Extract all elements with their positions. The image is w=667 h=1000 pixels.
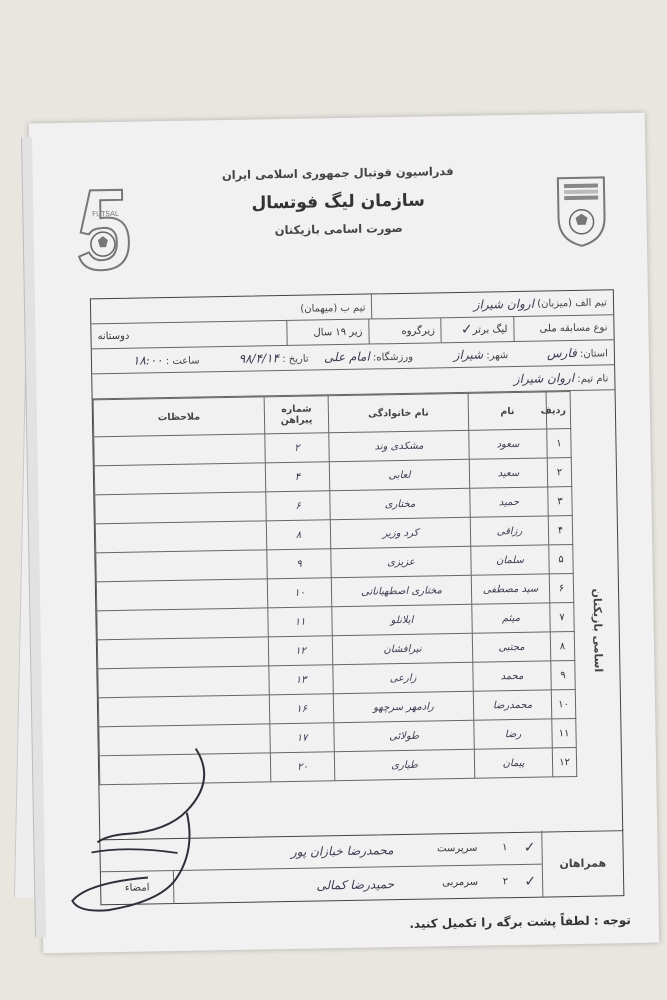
header-last-name: نام خانوادگی: [328, 393, 469, 432]
player-first-name: میثم: [472, 603, 550, 633]
companion-role: سرمربی: [442, 876, 479, 889]
player-shirt-number: ۹: [267, 549, 331, 579]
player-row-number: ۱: [547, 429, 572, 458]
companion-check-mark: ✓: [523, 839, 536, 856]
team-a-value: اروان شیراز: [473, 296, 535, 312]
players-section: [93, 390, 622, 785]
federation-title: فدراسیون فوتبال جمهوری اسلامی ایران: [221, 164, 454, 183]
player-shirt-number: ۱۳: [269, 665, 333, 695]
companion-name: محمدرضا خبازان پور: [290, 842, 394, 859]
premier-check-mark: ✓: [460, 321, 473, 338]
player-notes: [96, 550, 267, 582]
player-last-name: لعابی: [329, 459, 469, 490]
player-notes: [95, 521, 266, 553]
player-last-name: نیرافشان: [332, 633, 472, 664]
player-notes: [94, 434, 265, 466]
companion-check-mark: ✓: [524, 873, 537, 890]
player-notes: [94, 463, 265, 495]
team-b-label: تیم ب (میهمان): [300, 302, 366, 315]
player-last-name: مشکدی وند: [329, 430, 469, 461]
player-first-name: رزاقی: [470, 516, 548, 546]
player-row-number: ۸: [550, 631, 575, 660]
player-row-number: ۱۰: [551, 689, 576, 718]
player-notes: [97, 637, 268, 669]
players-body: [94, 429, 577, 785]
time-label: ساعت :: [165, 355, 200, 368]
companion-name: حمیدرضا کمالی: [316, 876, 395, 893]
league-logo-text: FUTSAL: [91, 209, 119, 219]
player-notes: [95, 492, 266, 524]
footnote: توجه : لطفاً پشت برگه را تکمیل کنید.: [409, 913, 631, 931]
player-row-number: ۵: [549, 545, 574, 574]
player-first-name: حمید: [470, 487, 548, 517]
player-first-name: محمدرضا: [473, 690, 551, 720]
player-row-number: ۷: [550, 603, 575, 632]
player-shirt-number: ۱۷: [270, 723, 334, 753]
date-label: تاریخ :: [282, 353, 309, 366]
player-row-number: ۹: [551, 660, 576, 689]
player-first-name: سعید: [469, 458, 547, 488]
province-value: فارس: [546, 345, 577, 361]
player-row-number: ۱۱: [552, 718, 577, 747]
signature-label: امضاء: [101, 871, 175, 905]
player-notes: [98, 666, 269, 698]
header-row-number: ردیف: [546, 392, 571, 429]
federation-emblem-icon: [554, 173, 609, 248]
player-row-number: ۲: [547, 458, 572, 487]
competition-type-label: نوع مسابقه: [559, 321, 608, 334]
futsal-league-logo-icon: [70, 180, 142, 277]
competition-national: ملی: [539, 322, 557, 335]
handwritten-signature: [66, 740, 229, 913]
organization-title: سازمان لیگ فوتسال: [251, 190, 426, 214]
player-last-name: مختاری اصطهباناتی: [331, 575, 471, 606]
team-name-value: اروان شیراز: [513, 370, 575, 387]
player-shirt-number: ۲: [265, 433, 329, 463]
competition-friendly: دوستانه: [97, 330, 130, 342]
player-shirt-number: ۴: [265, 462, 329, 492]
sheet-header: [29, 143, 648, 304]
player-notes: [97, 608, 268, 640]
competition-u19: زیر ۱۹ سال: [313, 326, 363, 339]
player-shirt-number: ۱۱: [268, 607, 332, 637]
date-value: ۹۸/۴/۱۴: [238, 351, 280, 366]
companion-role: سرپرست: [437, 842, 478, 855]
players-side-label: اسامی بازیکنان: [590, 588, 605, 673]
player-last-name: مختاری: [330, 488, 470, 519]
province-label: استان:: [579, 348, 609, 360]
competition-premier: لیگ برتر: [472, 323, 508, 336]
player-shirt-number: ۶: [266, 491, 330, 521]
companion-row-number: ۱: [502, 842, 508, 854]
city-value: شیراز: [453, 347, 484, 363]
player-shirt-number: ۱۶: [269, 694, 333, 724]
player-notes: [96, 579, 267, 611]
team-name-label: نام تیم:: [577, 373, 609, 385]
stadium-label: ورزشگاه:: [372, 351, 414, 364]
player-notes: [98, 695, 269, 727]
player-last-name: زارعی: [333, 662, 473, 693]
player-last-name: طیاری: [334, 749, 474, 780]
player-shirt-number: ۲۰: [270, 752, 334, 782]
time-value: ۱۸:۰۰: [132, 353, 163, 368]
pen-object: [0, 0, 667, 20]
roster-sheet: [29, 113, 659, 954]
player-first-name: رضا: [474, 719, 552, 749]
player-last-name: طولائی: [334, 720, 474, 751]
header-first-name: نام: [468, 392, 547, 430]
player-first-name: محمد: [473, 661, 551, 691]
header-shirt-number: شماره پیراهن: [264, 396, 329, 434]
player-shirt-number: ۱۰: [267, 578, 331, 608]
player-first-name: سعود: [469, 429, 547, 459]
player-shirt-number: ۸: [266, 520, 330, 550]
player-row-number: ۶: [549, 574, 574, 603]
player-last-name: ایلانلو: [332, 604, 472, 635]
competition-subgroup: زیرگروه: [401, 324, 436, 337]
player-first-name: پیمان: [474, 748, 552, 778]
player-last-name: کرد وزیر: [330, 517, 470, 548]
header-notes: ملاحظات: [93, 397, 265, 437]
companion-row-number: ۲: [502, 876, 509, 888]
player-row-number: ۴: [548, 516, 573, 545]
companions-label: همراهان: [541, 829, 623, 896]
player-last-name: عزیزی: [331, 546, 471, 577]
city-label: شهر:: [486, 350, 509, 362]
player-row-number: ۳: [548, 487, 573, 516]
player-first-name: مجتبی: [472, 632, 550, 662]
stadium-value: امام علی: [323, 349, 370, 365]
player-first-name: سلمان: [471, 545, 549, 575]
player-row-number: ۱۲: [552, 747, 577, 776]
player-first-name: سید مصطفی: [471, 574, 549, 604]
player-shirt-number: ۱۲: [268, 636, 332, 666]
players-table: [93, 391, 578, 785]
document-title: صورت اسامی بازیکنان: [274, 220, 403, 238]
team-a-label: تیم الف (میزبان): [537, 296, 608, 310]
player-last-name: رادمهر سرچهو: [333, 691, 473, 722]
